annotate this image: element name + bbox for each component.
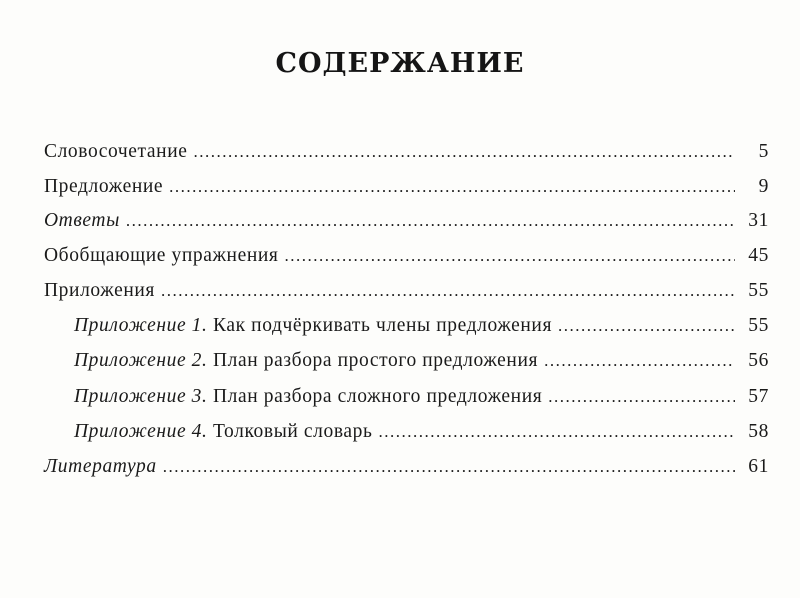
toc-entry-label: Как подчёркивать члены предложения bbox=[213, 315, 553, 336]
dot-leader bbox=[194, 142, 735, 162]
toc-entry-prefix: Приложение 4. bbox=[74, 421, 208, 442]
dot-leader bbox=[558, 316, 735, 336]
toc-entry-prilozhenie-3 bbox=[74, 386, 769, 412]
dot-leader bbox=[169, 177, 735, 197]
toc-entry-label: План разбора сложного предложения bbox=[213, 386, 543, 407]
toc-entry-page: 58 bbox=[748, 421, 769, 442]
toc-entry-page: 31 bbox=[748, 210, 769, 231]
toc-entry-page: 57 bbox=[748, 386, 769, 407]
toc-entry-predlozhenie bbox=[44, 176, 769, 202]
toc-entry-page: 55 bbox=[748, 280, 769, 301]
toc-entry-page: 61 bbox=[748, 456, 769, 477]
toc-entry-prefix: Приложение 2. bbox=[74, 350, 208, 371]
toc-entry-prilozhenie-2 bbox=[74, 350, 769, 376]
toc-entry-prefix: Приложение 3. bbox=[74, 386, 208, 407]
toc-entry-label: Обобщающие упражнения bbox=[44, 245, 279, 266]
toc-entry-label: Литература bbox=[44, 456, 157, 477]
dot-leader bbox=[163, 457, 735, 477]
dot-leader bbox=[126, 211, 735, 231]
toc-entry-prilozhenie-1 bbox=[74, 315, 769, 341]
toc-entry-label: Словосочетание bbox=[44, 141, 188, 162]
toc-entry-otvety bbox=[44, 210, 769, 236]
toc-entry-page: 56 bbox=[748, 350, 769, 371]
toc-entry-page: 45 bbox=[748, 245, 769, 266]
toc-entry-label: План разбора простого предложения bbox=[213, 350, 539, 371]
toc-entry-prefix: Приложение 1. bbox=[74, 315, 208, 336]
toc-entry-label: Приложения bbox=[44, 280, 155, 301]
dot-leader bbox=[379, 422, 735, 442]
toc-entry-label: Предложение bbox=[44, 176, 164, 197]
dot-leader bbox=[285, 246, 736, 266]
dot-leader bbox=[544, 351, 735, 371]
toc-entry-literatura bbox=[44, 456, 769, 482]
dot-leader bbox=[161, 281, 735, 301]
page-title: СОДЕРЖАНИЕ bbox=[275, 48, 525, 79]
toc-entry-page: 9 bbox=[758, 176, 769, 197]
toc-entry-label: Ответы bbox=[44, 210, 120, 231]
toc-entry-page: 5 bbox=[758, 141, 769, 162]
toc-entry-obobshchayushchie bbox=[44, 245, 769, 271]
toc-entry-prilozhenie-4 bbox=[74, 421, 769, 447]
toc-entry-prilozheniya bbox=[44, 280, 769, 306]
toc-entry-label: Толковый словарь bbox=[213, 421, 373, 442]
dot-leader bbox=[548, 387, 735, 407]
toc-entry-page: 55 bbox=[748, 315, 769, 336]
toc-entry-slovosochetanie bbox=[44, 141, 769, 167]
